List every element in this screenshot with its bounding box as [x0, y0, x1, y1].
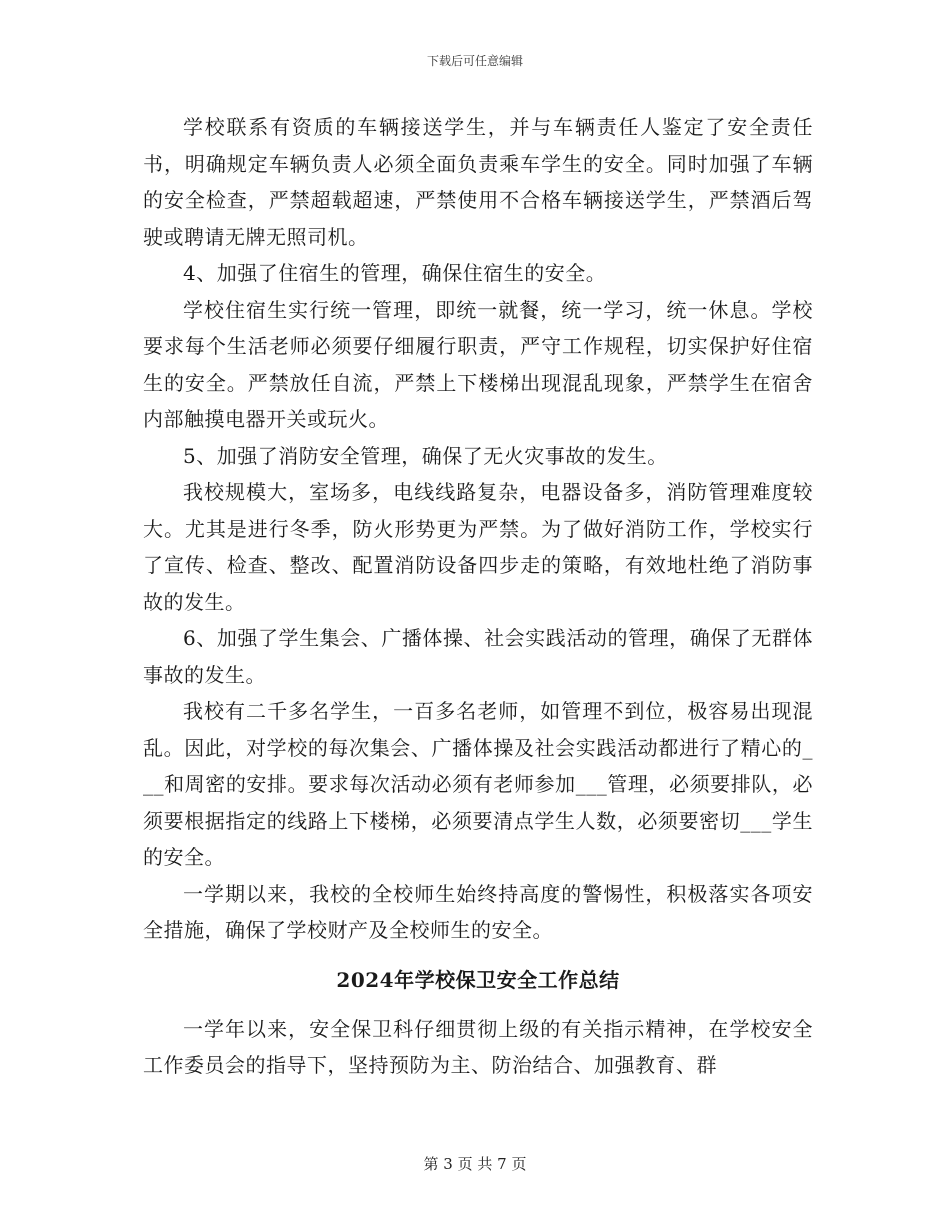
section-title: 2024年学校保卫安全工作总结 [336, 967, 620, 992]
paragraph: 学校住宿生实行统一管理，即统一就餐，统一学习，统一休息。学校要求每个生活老师必须要仔细履行职责，严守工作规程，切实保护好住宿生的安全。严禁放任自流，严禁上下楼梯出现混乱现象，严禁学生在宿舍内部触摸电器开关或玩火。 [143, 297, 813, 431]
paragraph: 学校联系有资质的车辆接送学生，并与车辆责任人鉴定了安全责任书，明确规定车辆负责人必须全面负责乘车学生的安全。同时加强了车辆的安全检查，严禁超载超速，严禁使用不合格车辆接送学生，严禁酒后驾驶或聘请无牌无照司机。 [143, 115, 813, 249]
paragraph: 一学期以来，我校的全校师生始终持高度的警惕性，积极落实各项安全措施，确保了学校财产及全校师生的安全。 [143, 881, 813, 942]
paragraph: 我校规模大，室场多，电线线路复杂，电器设备多，消防管理难度较大。尤其是进行冬季，防火形势更为严禁。为了做好消防工作，学校实行了宣传、检查、整改、配置消防设备四步走的策略，有效地杜绝了消防事故的发生。 [143, 480, 813, 614]
paragraph: 4、加强了住宿生的管理，确保住宿生的安全。 [183, 261, 607, 285]
paragraph: 6、加强了学生集会、广播体操、社会实践活动的管理，确保了无群体事故的发生。 [143, 626, 813, 687]
header-note: 下载后可任意编辑 [426, 54, 523, 68]
document-body [143, 109, 813, 1084]
paragraph: 5、加强了消防安全管理，确保了无火灾事故的发生。 [183, 443, 668, 468]
page-number: 第 3 页 共 7 页 [423, 1155, 527, 1173]
paragraph: 一学年以来，安全保卫科仔细贯彻上级的有关指示精神，在学校安全工作委员会的指导下，坚持预防为主、防治结合、加强教育、群 [143, 1016, 813, 1077]
paragraph: 我校有二千多名学生，一百多名老师，如管理不到位，极容易出现混乱。因此，对学校的每次集会、广播体操及社会实践活动都进行了精心的___和周密的安排。要求每次活动必须有老师参加___管理，必须要排队，必须要根据指定的线路上下楼梯，必须要清点学生人数，必须要密切___学生的安全。 [143, 699, 813, 869]
